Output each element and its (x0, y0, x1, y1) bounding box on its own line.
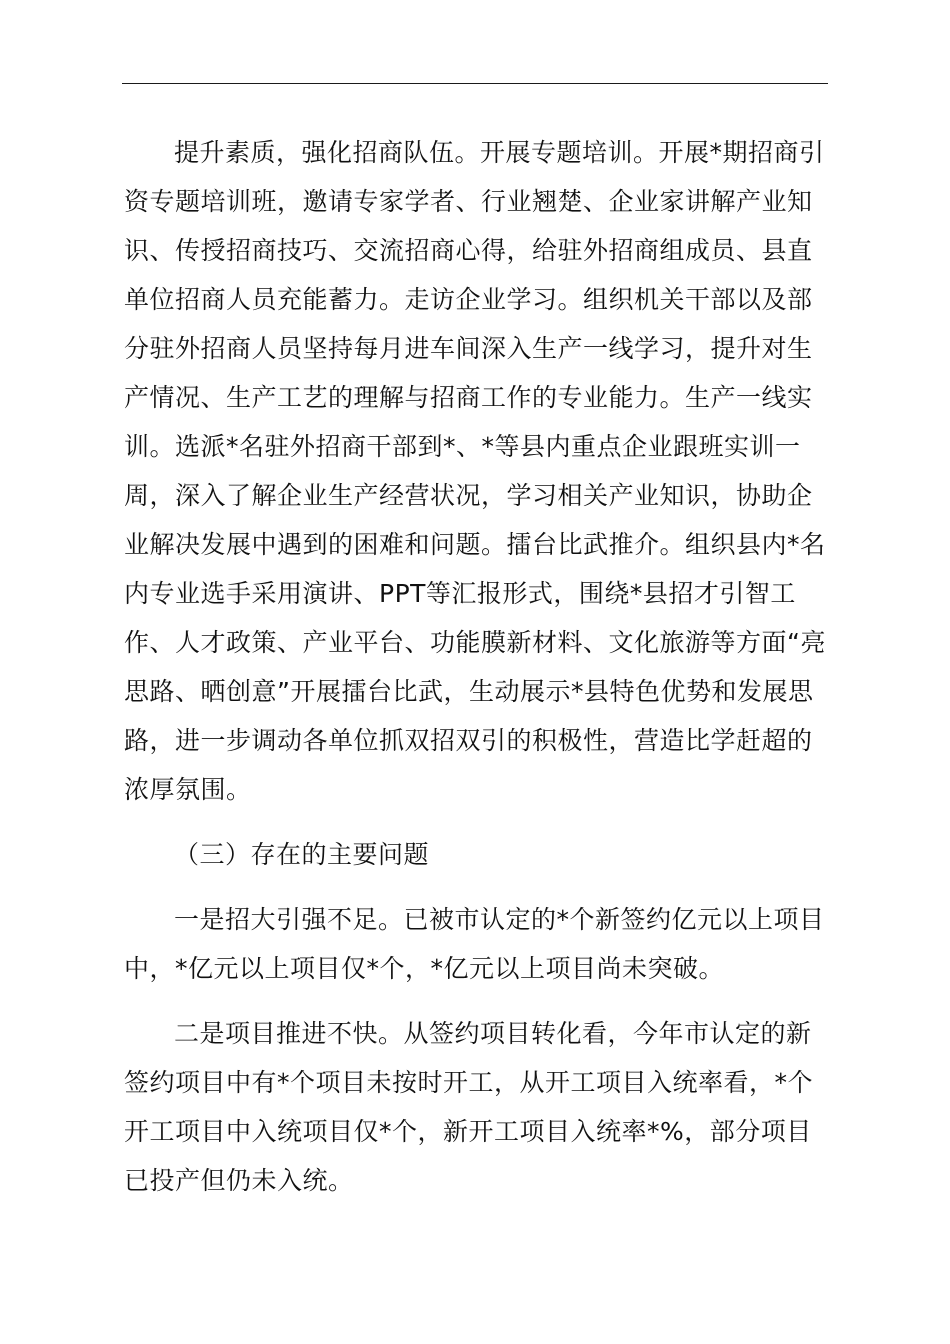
paragraph-talent-training: 提升素质，强化招商队伍。开展专题培训。开展*期招商引资专题培训班，邀请专家学者、行业翘楚、企业家讲解产业知识、传授招商技巧、交流招商心得，给驻外招商组成员、县直单位招商人员充能蓄力。走访企业学习。组织机关干部以及部分驻外招商人员坚持每月进车间深入生产一线学习，提升对生产情况、生产工艺的理解与招商工作的专业能力。生产一线实训。选派*名驻外招商干部到*、*等县内重点企业跟班实训一周，深入了解企业生产经营状况，学习相关产业知识，协助企业解决发展中遇到的困难和问题。擂台比武推介。组织县内*名内专业选手采用演讲、PPT等汇报形式，围绕*县招才引智工作、人才政策、产业平台、功能膜新材料、文化旅游等方面“亮思路、晒创意”开展擂台比武，生动展示*县特色优势和发展思路，进一步调动各单位抓双招双引的积极性，营造比学赶超的浓厚氛围。 (124, 138, 826, 804)
paragraph-issue-2: 二是项目推进不快。从签约项目转化看，今年市认定的新签约项目中有*个项目未按时开工，从开工项目入统率看，*个开工项目中入统项目仅*个，新开工项目入统率*%，部分项目已投产但仍未入统。 (124, 1019, 814, 1195)
document-body (124, 128, 828, 1205)
paragraph-issue-1: 一是招大引强不足。已被市认定的*个新签约亿元以上项目中，*亿元以上项目仅*个，*亿元以上项目尚未突破。 (124, 905, 825, 983)
section-heading-main-problems: （三）存在的主要问题 (174, 840, 430, 869)
header-divider (122, 83, 828, 84)
